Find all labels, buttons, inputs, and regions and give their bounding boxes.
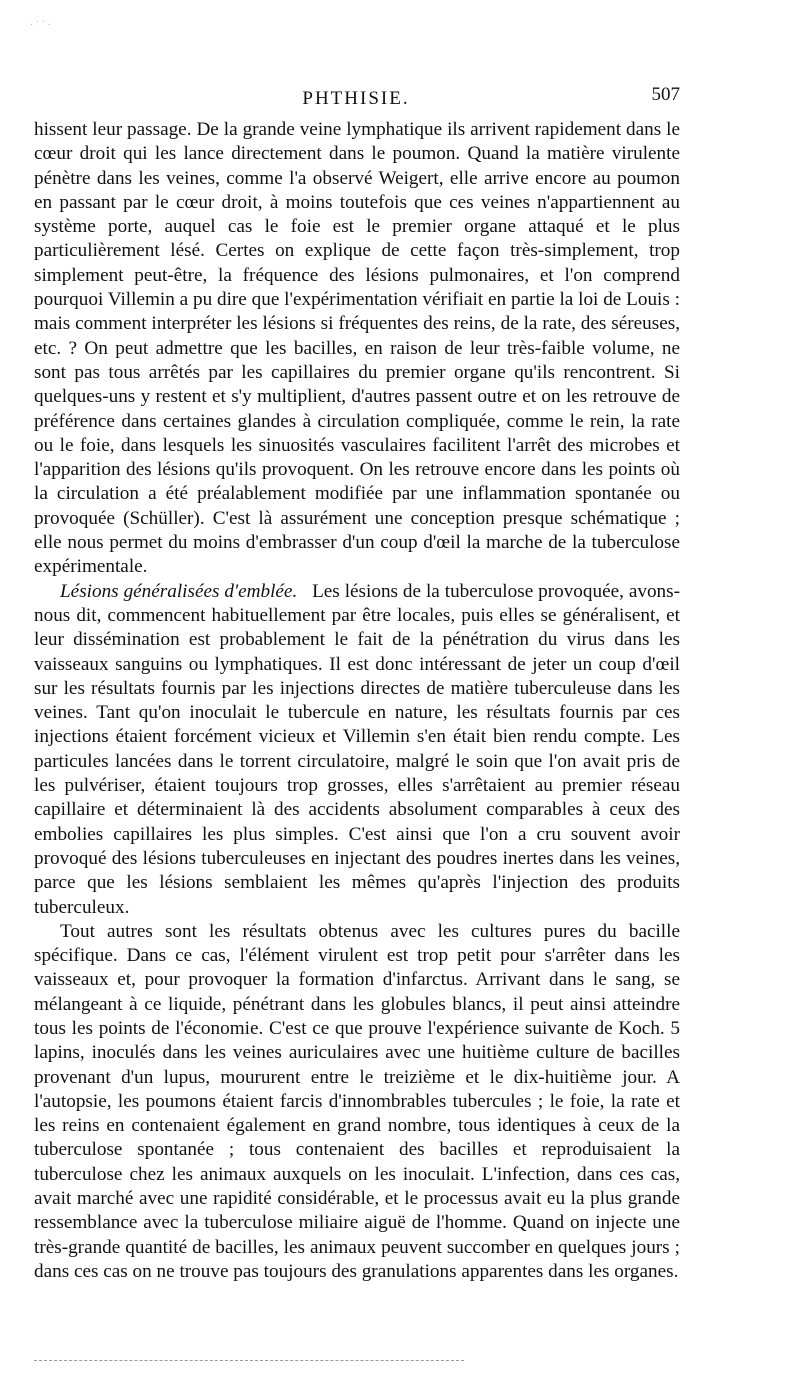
body-text [34, 118, 680, 1284]
paragraph-2-text: Les lésions de la tuberculose provoquée, avons-nous dit, commencent habituellement par être locales, puis elles se généralisent, et leur dissémination est probablement le fait de la pénétration du virus dans les vaisseaux sanguins ou lymphatiques. Il est donc intéressant de jeter un coup d'œil sur les résultats fournis par les injections directes de matière tuberculeuse dans les veines. Tant qu'on inoculait le tubercule en nature, les résultats fournis par ces injections étaient forcément vicieux et Villemin s'en était bien rendu compte. Les particules lancées dans le torrent circulatoire, malgré le soin que l'on avait pris de les pulvériser, étaient toujours trop grosses, elles s'arrêtaient au premier réseau capillaire et déterminaient là des accidents absolument comparables à ceux des embolies capillaires les plus simples. C'est ainsi que l'on a cru souvent avoir provoqué des lésions tuberculeuses en injectant des poudres inertes dans les veines, parce que les lésions semblaient les mêmes qu'après l'injection des produits tuberculeux. [34, 580, 681, 918]
page-number: 507 [651, 84, 680, 105]
paragraph-3-text: Tout autres sont les résultats obtenus avec les cultures pures du bacille spécifique. Dans ce cas, l'élément virulent est trop petit pour s'arrêter dans les vaisseaux et, pour provoquer la formation d'infarctus. Arrivant dans le sang, se mélangeant à ce liquide, pénétrant dans les globules blancs, il peut ainsi atteindre tous les points de l'économie. C'est ce que prouve l'expérience suivante de Koch. 5 lapins, inoculés dans les veines auriculaires avec une huitième culture de bacilles provenant d'un lupus, moururent entre le treizième et le dix-huitième jour. A l'autopsie, les poumons étaient farcis d'innombrables tubercules ; le foie, la rate et les reins en contenaient également en grand nombre, tous identiques à ceux de la tuberculose spontanée ; tous contenaient des bacilles et reproduisaient la tuberculose chez les animaux auxquels on les inoculait. L'infection, dans ces cas, avait marché avec une rapidité considérable, et le processus avait eu la plus grande ressemblance avec la tuberculose miliaire aiguë de l'homme. Quand on injecte une très-grande quantité de bacilles, les animaux peuvent succomber en quelques jours ; dans ces cas on ne trouve pas toujours des granulations apparentes dans les organes. [34, 920, 680, 1282]
footer-rule [34, 1360, 464, 1361]
section-heading-lesions-generalisees: Lésions généralisées d'emblée. [60, 580, 298, 602]
paragraph-2 [34, 580, 680, 920]
paragraph-1-text: hissent leur passage. De la grande veine lymphatique ils arrivent rapidement dans le cœur droit qui les lance directement dans le poumon. Quand la matière virulente pénètre dans les veines, comme l'a observé Weigert, elle arrive encore au poumon en passant par le cœur droit, à moins toutefois que ces veines n'appartiennent au système porte, auquel cas le foie est le premier organe attaqué et le plus particulièrement lésé. Certes on explique de cette façon très-simplement, trop simplement peut-être, la fréquence des lésions pulmonaires, et l'on comprend pourquoi Villemin a pu dire que l'expérimentation vérifiait en partie la loi de Louis : mais comment interpréter les lésions si fréquentes des reins, de la rate, des séreuses, etc. ? On peut admettre que les bacilles, en raison de leur très-faible volume, ne sont pas tous arrêtés par les capillaires du premier organe qu'ils rencontrent. Si quelques-uns y restent et s'y multiplient, d'autres passent outre et on les retrouve de préférence dans certaines glandes à circulation compliquée, comme le rein, la rate ou le foie, dans lesquels les sinuosités vasculaires facilitent l'arrêt des microbes et l'apparition des lésions qu'ils provoquent. On les retrouve encore dans les points où la circulation a été préalablement modifiée par une inflammation spontanée ou provoquée (Schüller). C'est là assurément une conception presque schématique ; elle nous permet du moins d'embrasser d'un coup d'œil la marche de la tuberculose expérimentale. [34, 119, 680, 578]
paragraph-1 [34, 118, 680, 580]
running-head: PHTHISIE. [302, 88, 410, 109]
page-header [34, 84, 678, 110]
paragraph-3 [34, 920, 680, 1284]
print-specks: · ˙ ˙ · [30, 20, 51, 31]
